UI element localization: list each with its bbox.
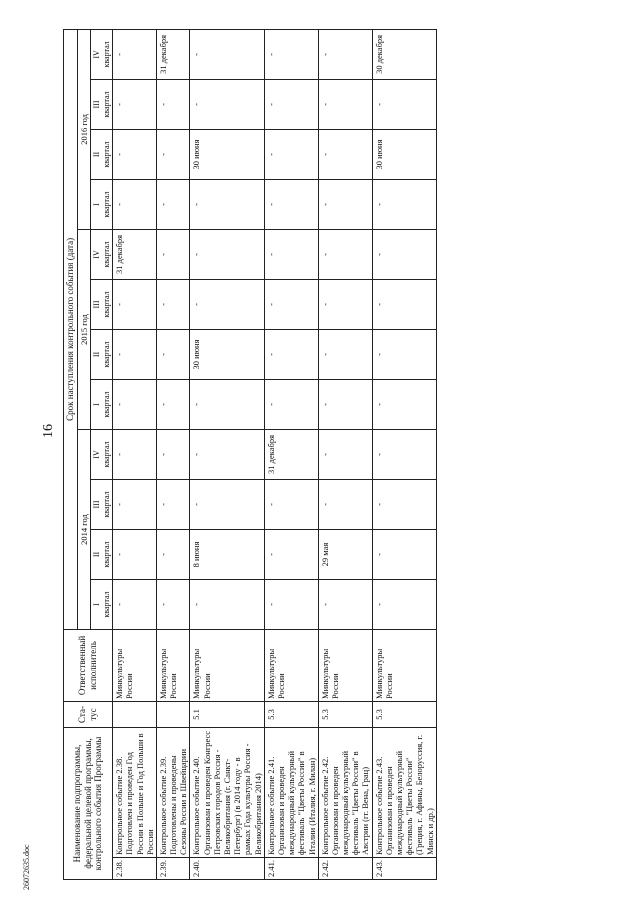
header-year-2014: 2014 год: [77, 429, 90, 629]
responsible-executor: Минкультуры России: [156, 629, 190, 701]
quarter-header: [90, 129, 112, 179]
empty-date-cell: -: [318, 129, 372, 179]
quarter-word: квартал: [101, 91, 111, 118]
header-year-2015: 2015 год: [77, 229, 90, 429]
empty-date-cell: -: [264, 279, 318, 329]
quarter-number: II: [91, 151, 101, 158]
empty-date-cell: -: [318, 579, 372, 629]
empty-date-cell: -: [190, 479, 264, 529]
row-number: 2.42.: [318, 858, 372, 880]
event-status: 5.3: [264, 701, 318, 727]
empty-date-cell: -: [264, 179, 318, 229]
deadline-date: 29 мая: [318, 529, 372, 579]
empty-date-cell: -: [264, 529, 318, 579]
empty-date-cell: -: [190, 229, 264, 279]
quarter-number: IV: [91, 50, 101, 59]
deadline-date: 30 июня: [190, 329, 264, 379]
empty-date-cell: -: [264, 379, 318, 429]
empty-date-cell: -: [113, 579, 157, 629]
header-deadline: Срок наступления контрольного события (дата): [64, 29, 78, 629]
empty-date-cell: -: [318, 379, 372, 429]
empty-date-cell: -: [156, 79, 190, 129]
quarter-word: квартал: [101, 591, 111, 618]
footer-doc-code: 26072635.doc: [22, 844, 31, 890]
empty-date-cell: -: [113, 429, 157, 479]
quarter-number: III: [91, 300, 101, 309]
row-number: 2.38.: [113, 858, 157, 880]
quarter-word: квартал: [101, 541, 111, 568]
quarter-header: [90, 479, 112, 529]
empty-date-cell: -: [113, 529, 157, 579]
quarter-word: квартал: [101, 491, 111, 518]
empty-date-cell: -: [264, 29, 318, 79]
page-number: 16: [41, 424, 56, 438]
quarter-number: II: [91, 351, 101, 358]
responsible-executor: Минкультуры России: [190, 629, 264, 701]
row-number: 2.40.: [190, 858, 264, 880]
empty-date-cell: -: [113, 479, 157, 529]
empty-date-cell: -: [190, 29, 264, 79]
deadline-date: 30 июня: [372, 129, 436, 179]
empty-date-cell: -: [190, 179, 264, 229]
quarter-number: IV: [91, 450, 101, 459]
header-status: Ста-тус: [64, 701, 113, 727]
event-status: [113, 701, 157, 727]
empty-date-cell: -: [113, 329, 157, 379]
event-name: Контрольное событие 2.42. Организован и проведен международный культурный фестиваль "Цветы России" в Австрии (гг. Вена, Грац): [318, 727, 372, 857]
empty-date-cell: -: [156, 279, 190, 329]
quarter-number: IV: [91, 250, 101, 259]
quarter-header: [90, 379, 112, 429]
empty-date-cell: -: [156, 529, 190, 579]
quarter-header: [90, 429, 112, 479]
quarter-header: [90, 279, 112, 329]
quarter-word: квартал: [101, 291, 111, 318]
empty-date-cell: -: [264, 129, 318, 179]
empty-date-cell: -: [372, 279, 436, 329]
quarter-number: II: [91, 551, 101, 558]
deadline-date: 8 июня: [190, 529, 264, 579]
empty-date-cell: -: [264, 329, 318, 379]
empty-date-cell: -: [318, 229, 372, 279]
empty-date-cell: -: [190, 279, 264, 329]
empty-date-cell: -: [156, 329, 190, 379]
quarter-header: [90, 29, 112, 79]
quarter-word: квартал: [101, 41, 111, 68]
quarter-number: I: [91, 603, 101, 606]
quarter-number: III: [91, 500, 101, 509]
quarter-word: квартал: [101, 191, 111, 218]
empty-date-cell: -: [372, 379, 436, 429]
quarter-number: III: [91, 100, 101, 109]
quarter-word: квартал: [101, 241, 111, 268]
quarter-word: квартал: [101, 341, 111, 368]
empty-date-cell: -: [113, 129, 157, 179]
rotated-table-wrapper: [63, 30, 615, 880]
empty-date-cell: -: [156, 129, 190, 179]
event-status: 5.1: [190, 701, 264, 727]
empty-date-cell: -: [156, 579, 190, 629]
empty-date-cell: -: [372, 579, 436, 629]
empty-date-cell: -: [318, 429, 372, 479]
empty-date-cell: -: [372, 329, 436, 379]
row-number: 2.41.: [264, 858, 318, 880]
table-row: [264, 29, 318, 879]
empty-date-cell: -: [190, 579, 264, 629]
quarter-header: [90, 329, 112, 379]
table-row: [318, 29, 372, 879]
empty-date-cell: -: [113, 179, 157, 229]
event-name: Контрольное событие 2.40. Организован и проведен Конгресс Петровских городов Россия - Великобритания (г. Санкт-Петербург) (в 2014 году - в рамках Года культуры Россия - Великобритания 2014): [190, 727, 264, 857]
table-row: [190, 29, 264, 879]
empty-date-cell: -: [156, 479, 190, 529]
deadline-date: 31 декабря: [156, 29, 190, 79]
empty-date-cell: -: [372, 179, 436, 229]
quarter-word: квартал: [101, 141, 111, 168]
row-number: 2.43.: [372, 858, 436, 880]
empty-date-cell: -: [113, 379, 157, 429]
empty-date-cell: -: [156, 429, 190, 479]
table-row: [113, 29, 157, 879]
empty-date-cell: -: [318, 29, 372, 79]
empty-date-cell: -: [264, 79, 318, 129]
empty-date-cell: -: [264, 479, 318, 529]
quarter-header: [90, 579, 112, 629]
event-name: Контрольное событие 2.39. Подготовлены и проведены Сезоны России в Швейцарии: [156, 727, 190, 857]
deadline-date: 30 июня: [190, 129, 264, 179]
quarter-header: [90, 529, 112, 579]
header-name: Наименование подпрограммы, федеральной целевой программы, контрольного события Программы: [64, 727, 113, 879]
header-year-2016: 2016 год: [77, 29, 90, 229]
empty-date-cell: -: [264, 229, 318, 279]
quarter-header: [90, 229, 112, 279]
empty-date-cell: -: [113, 79, 157, 129]
empty-date-cell: -: [318, 179, 372, 229]
empty-date-cell: -: [372, 229, 436, 279]
quarter-number: I: [91, 203, 101, 206]
responsible-executor: Минкультуры России: [318, 629, 372, 701]
empty-date-cell: -: [156, 229, 190, 279]
empty-date-cell: -: [372, 79, 436, 129]
quarter-header: [90, 79, 112, 129]
deadline-date: 31 декабря: [264, 429, 318, 479]
quarter-word: квартал: [101, 441, 111, 468]
row-number: 2.39.: [156, 858, 190, 880]
empty-date-cell: -: [113, 279, 157, 329]
table-row: [372, 29, 436, 879]
empty-date-cell: -: [318, 79, 372, 129]
empty-date-cell: -: [190, 79, 264, 129]
quarter-header: [90, 179, 112, 229]
deadline-date: 31 декабря: [113, 229, 157, 279]
responsible-executor: Минкультуры России: [264, 629, 318, 701]
event-name: Контрольное событие 2.38. Подготовлен и проведен Год России в Польше и Год Польши в России: [113, 727, 157, 857]
empty-date-cell: -: [318, 479, 372, 529]
quarter-word: квартал: [101, 391, 111, 418]
event-name: Контрольное событие 2.41. Организован и проведен международный культурный фестиваль "Цветы России" в Италии (Италия, г. Милан): [264, 727, 318, 857]
quarter-number: I: [91, 403, 101, 406]
responsible-executor: Минкультуры России: [372, 629, 436, 701]
event-status: [156, 701, 190, 727]
responsible-executor: Минкультуры России: [113, 629, 157, 701]
empty-date-cell: -: [156, 179, 190, 229]
deadline-date: 30 декабря: [372, 29, 436, 79]
event-status: 5.3: [318, 701, 372, 727]
event-name: Контрольное событие 2.43. Организован и проведен международный культурный фестиваль "Цветы России" (Греция, г. Афины, Белоруссия, г. Минск и др.): [372, 727, 436, 857]
event-status: 5.3: [372, 701, 436, 727]
empty-date-cell: -: [156, 379, 190, 429]
empty-date-cell: -: [372, 529, 436, 579]
table-row: [156, 29, 190, 879]
empty-date-cell: -: [190, 429, 264, 479]
empty-date-cell: -: [190, 379, 264, 429]
empty-date-cell: -: [372, 479, 436, 529]
empty-date-cell: -: [372, 429, 436, 479]
empty-date-cell: -: [264, 579, 318, 629]
control-events-table: [63, 29, 437, 880]
empty-date-cell: -: [318, 329, 372, 379]
header-responsible: Ответственный исполнитель: [64, 629, 113, 701]
empty-date-cell: -: [113, 29, 157, 79]
table-body: [113, 29, 437, 879]
empty-date-cell: -: [318, 279, 372, 329]
